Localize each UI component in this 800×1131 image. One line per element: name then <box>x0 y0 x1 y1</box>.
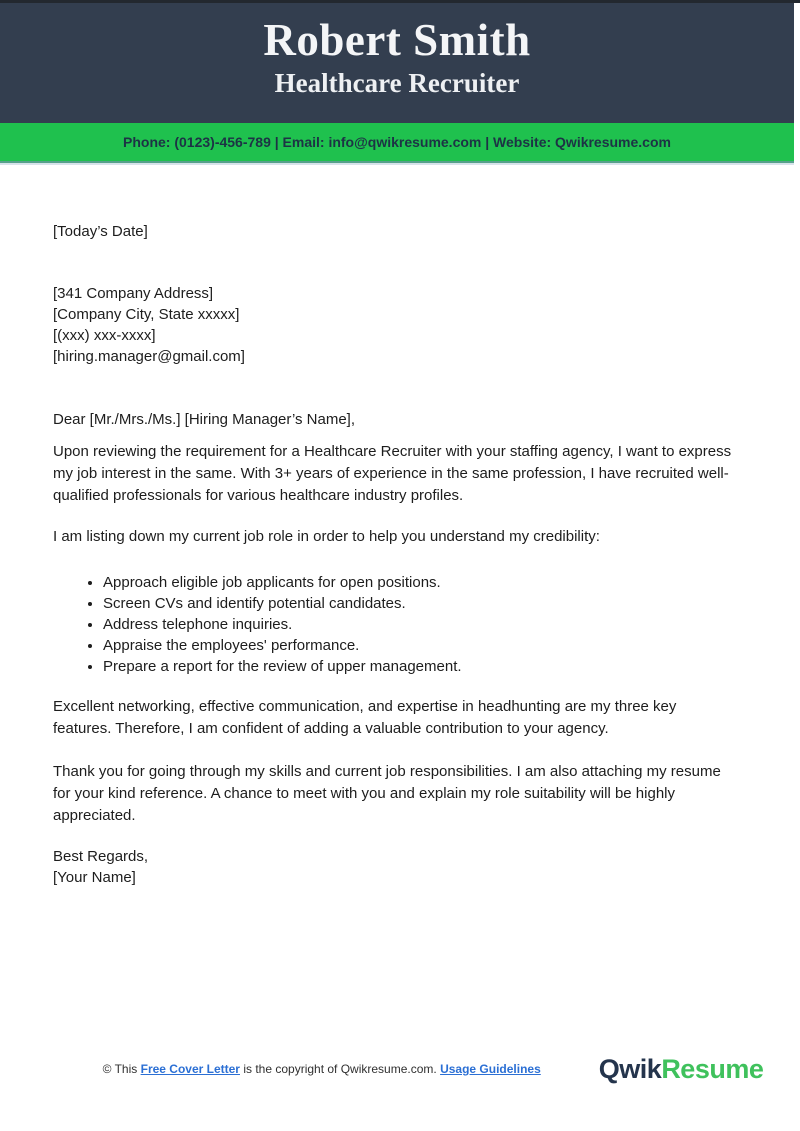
address-line: [Company City, State xxxxx] <box>53 306 240 323</box>
contact-info: Phone: (0123)-456-789 | Email: info@qwikresume.com | Website: Qwikresume.com <box>123 134 671 150</box>
page-footer <box>0 1054 800 1084</box>
list-item: • Appraise the employees' performance. <box>103 635 738 656</box>
signature-placeholder: [Your Name] <box>53 869 136 886</box>
list-item: • Address telephone inquiries. <box>103 614 738 635</box>
paragraph-listing-intro: I am listing down my current job role in order to help you understand my credibility: <box>53 528 600 545</box>
recipient-address <box>53 283 738 367</box>
closing: Best Regards, <box>53 848 149 865</box>
list-item: • Prepare a report for the review of upper management. <box>103 656 738 677</box>
paragraph-thanks: Thank you for going through my skills and current job responsibilities. I am also attaching my resume for your kind reference. A chance to meet with you and explain my role suitability will be highly appreciated. <box>53 763 721 824</box>
copyright-line <box>103 1062 541 1076</box>
paragraph-intro: Upon reviewing the requirement for a Healthcare Recruiter with your staffing agency, I want to express my job interest in the same. With 3+ years of experience in the same profession, I have recruited well-qualified professionals for various healthcare industry profiles. <box>53 443 732 504</box>
job-role-list <box>53 572 738 677</box>
list-item: • Screen CVs and identify potential candidates. <box>103 593 738 614</box>
salutation: Dear [Mr./Mrs./Ms.] [Hiring Manager’s Name], <box>53 411 356 428</box>
logo-qwik-text: Qwik <box>598 1054 662 1084</box>
candidate-title: Healthcare Recruiter <box>274 68 520 98</box>
address-line: [hiring.manager@gmail.com] <box>53 348 245 365</box>
free-cover-letter-link[interactable]: Free Cover Letter <box>140 1062 240 1076</box>
address-line: [(xxx) xxx-xxxx] <box>53 327 156 344</box>
list-item: • Approach eligible job applicants for open positions. <box>103 572 738 593</box>
copyright-middle: is the copyright of Qwikresume.com. <box>243 1062 437 1076</box>
letterhead <box>0 3 794 123</box>
usage-guidelines-link[interactable]: Usage Guidelines <box>440 1062 541 1076</box>
paragraph-strengths: Excellent networking, effective communication, and expertise in headhunting are my three key features. Therefore, I am confident of adding a valuable contribution to your agency. <box>53 698 677 737</box>
candidate-name: Robert Smith <box>263 15 531 65</box>
logo-resume-text: Resume <box>661 1054 764 1084</box>
qwikresume-logo <box>599 1054 764 1084</box>
contact-bar <box>0 123 794 163</box>
date-line: [Today’s Date] <box>53 223 148 240</box>
letter-body <box>0 163 800 888</box>
copyright-prefix: © This <box>102 1062 138 1076</box>
address-line: [341 Company Address] <box>53 285 214 302</box>
